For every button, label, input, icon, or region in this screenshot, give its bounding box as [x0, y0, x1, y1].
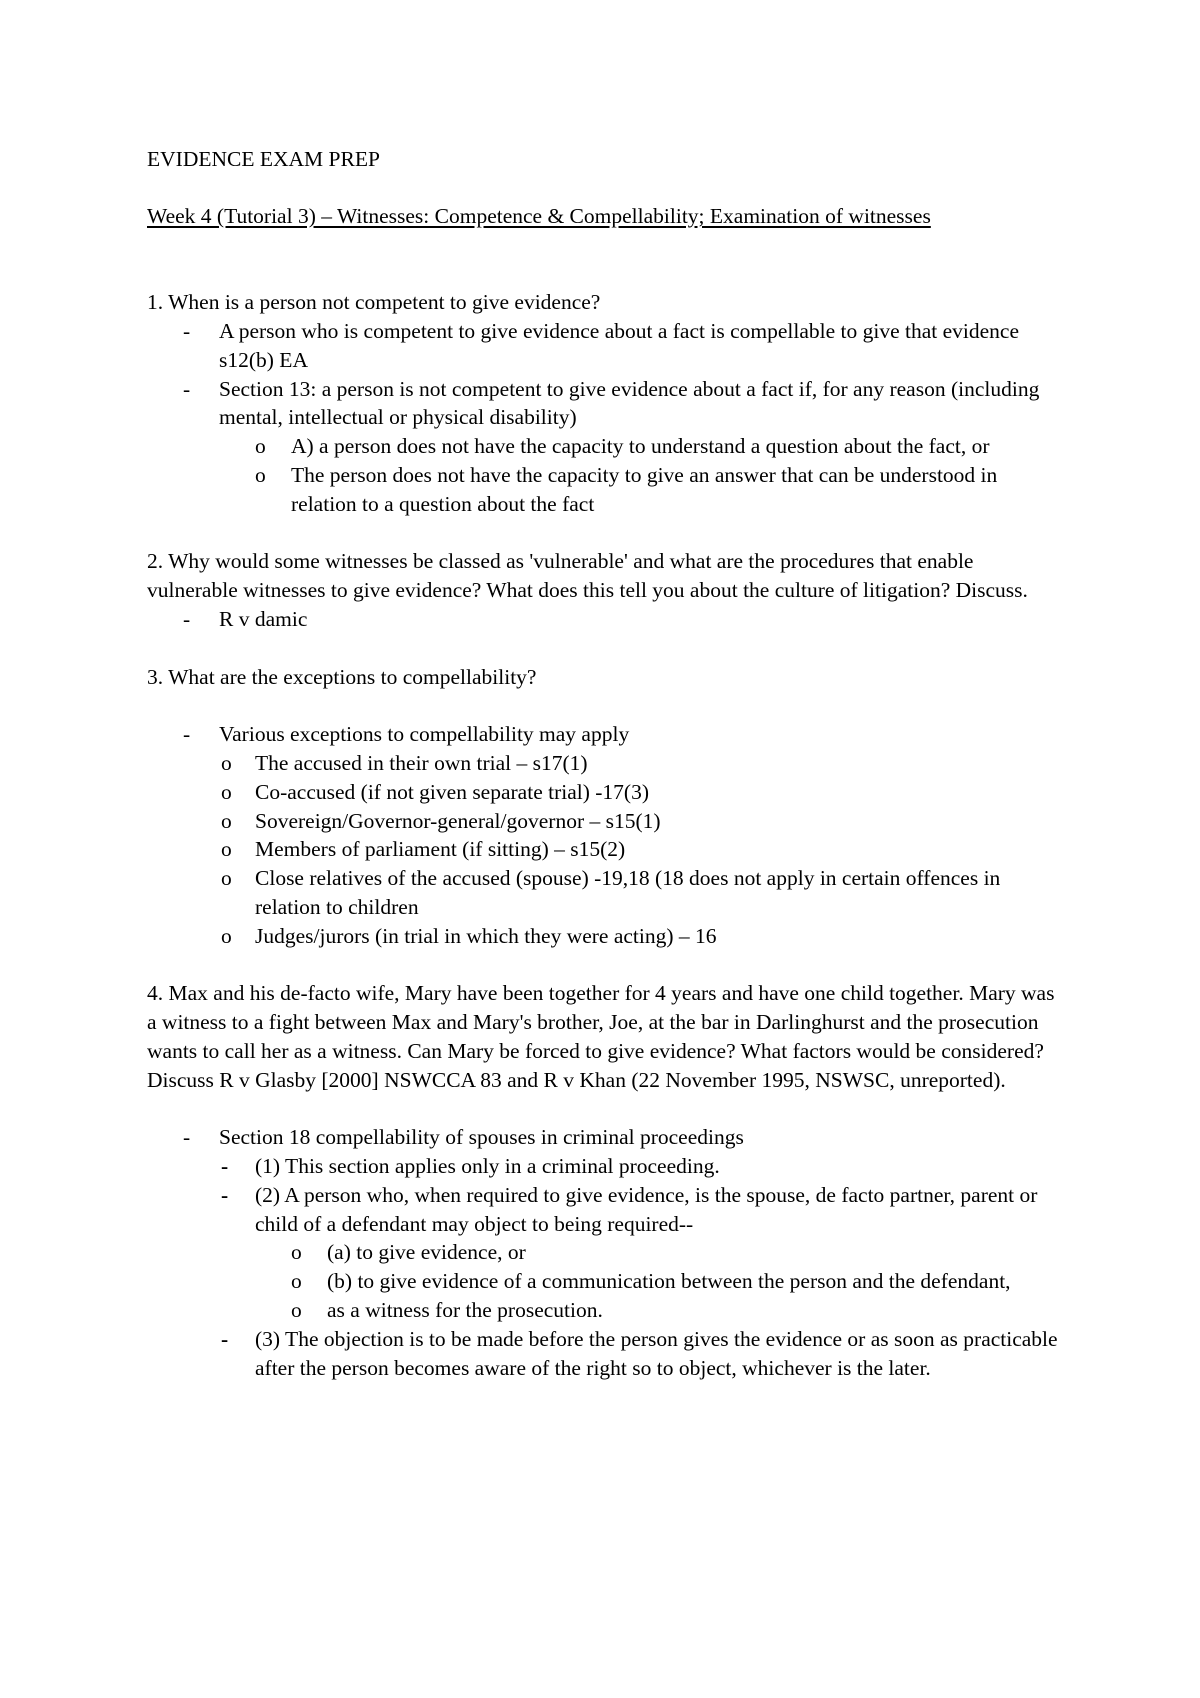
- list-item: o (b) to give evidence of a communication between the person and the defendant,: [147, 1267, 1067, 1296]
- list-item: - (3) The objection is to be made before the person gives the evidence or as soon as practicable after the person becomes aware of the right so to object, whichever is the later.: [221, 1326, 1058, 1380]
- circle-bullet: o: [221, 750, 232, 775]
- dash-bullet: -: [183, 722, 191, 747]
- dash-bullet: -: [183, 376, 191, 401]
- dash-bullet: -: [221, 1154, 229, 1179]
- question-1: 1. When is a person not competent to give evidence?: [147, 290, 601, 315]
- list-item: o A) a person does not have the capacity to understand a question about the fact, or: [147, 432, 1067, 461]
- question-4-points: [147, 1123, 1067, 1382]
- list-item: - Various exceptions to compellability may apply: [147, 720, 1067, 749]
- list-item: o as a witness for the prosecution.: [147, 1296, 1067, 1325]
- circle-bullet: o: [291, 1298, 302, 1323]
- circle-bullet: o: [291, 1240, 302, 1265]
- question-2-points: [147, 605, 1067, 634]
- question-3-section: [147, 663, 1067, 951]
- list-item: - (1) This section applies only in a criminal proceeding.: [147, 1152, 1067, 1181]
- week-heading: Week 4 (Tutorial 3) – Witnesses: Competence & Compellability; Examination of witnesses: [147, 203, 931, 228]
- list-item: - Section 13: a person is not competent to give evidence about a fact if, for any reason (including mental, intellectual or physical disability): [183, 376, 1040, 430]
- circle-bullet: o: [291, 1269, 302, 1294]
- circle-bullet: o: [255, 462, 266, 487]
- dash-bullet: -: [221, 1182, 229, 1207]
- circle-bullet: o: [221, 808, 232, 833]
- list-item: o The accused in their own trial – s17(1): [147, 749, 1067, 778]
- document-body: [147, 145, 1067, 1382]
- list-item: - A person who is competent to give evidence about a fact is compellable to give that evidence s12(b) EA: [183, 318, 1020, 372]
- dash-bullet: -: [183, 606, 191, 631]
- circle-bullet: o: [255, 434, 266, 459]
- question-3-points: [147, 720, 1067, 950]
- list-item: - Section 18 compellability of spouses in criminal proceedings: [147, 1123, 1067, 1152]
- list-item: o The person does not have the capacity to give an answer that can be understood in relation to a question about the fact: [255, 462, 998, 516]
- question-1-points: [147, 317, 1067, 519]
- dash-bullet: -: [183, 1125, 191, 1150]
- dash-bullet: -: [221, 1326, 229, 1351]
- circle-bullet: o: [221, 866, 232, 891]
- list-item: o (a) to give evidence, or: [147, 1238, 1067, 1267]
- list-item: o Close relatives of the accused (spouse) -19,18 (18 does not apply in certain offences in relation to children: [221, 866, 1001, 919]
- list-item: o Members of parliament (if sitting) – s15(2): [147, 835, 1067, 864]
- question-3: 3. What are the exceptions to compellability?: [147, 664, 537, 689]
- list-item: o Sovereign/Governor-general/governor – s15(1): [147, 807, 1067, 836]
- list-item: o Co-accused (if not given separate trial) -17(3): [147, 778, 1067, 807]
- list-item: - R v damic: [147, 605, 1067, 634]
- question-1-section: [147, 288, 1067, 518]
- circle-bullet: o: [221, 837, 232, 862]
- document-title: EVIDENCE EXAM PREP: [147, 147, 380, 171]
- list-item: - (2) A person who, when required to give evidence, is the spouse, de facto partner, parent or child of a defendant may object to being required--: [221, 1182, 1038, 1236]
- circle-bullet: o: [221, 779, 232, 804]
- list-item: o Judges/jurors (in trial in which they were acting) – 16: [147, 922, 1067, 951]
- circle-bullet: o: [221, 923, 232, 948]
- question-4-section: [147, 979, 1067, 1382]
- question-2: 2. Why would some witnesses be classed as 'vulnerable' and what are the procedures that enable vulnerable witnesses to give evidence? What does this tell you about the culture of litigation? Discuss.: [147, 549, 1028, 603]
- question-2-section: [147, 547, 1067, 633]
- question-4: 4. Max and his de-facto wife, Mary have been together for 4 years and have one child together. Mary was a witness to a fight between Max and Mary's brother, Joe, at the bar in Darlinghurst and the prosecution wants to call her as a witness. Can Mary be forced to give evidence? What factors would be considered? Discuss R v Glasby [2000] NSWCCA 83 and R v Khan (22 November 1995, NSWSC, unreported).: [147, 981, 1055, 1092]
- dash-bullet: -: [183, 318, 191, 343]
